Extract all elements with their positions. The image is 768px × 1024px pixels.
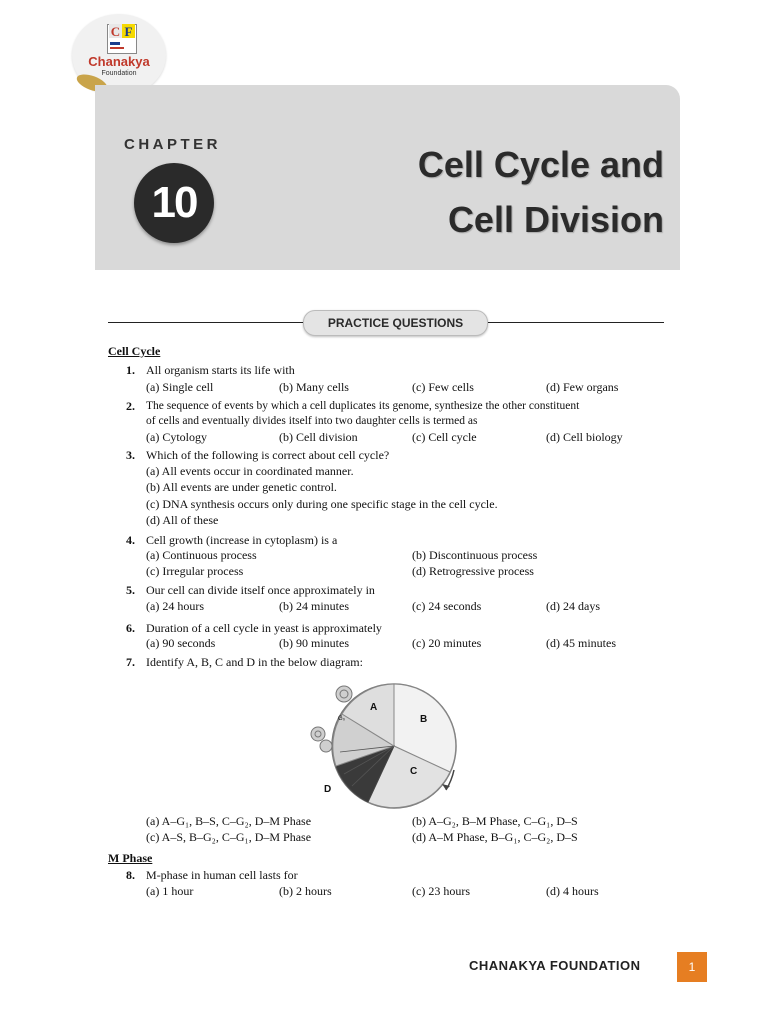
logo-letter-c: C [110,24,121,39]
question-text: Cell growth (increase in cytoplasm) is a [146,533,338,547]
option: (a) All events occur in coordinated manner. [146,464,354,478]
question-number: 7. [126,655,135,669]
question-text: Duration of a cell cycle in yeast is approximately [146,621,382,635]
option: (a) 24 hours [146,599,204,613]
cell-icon [320,740,332,752]
option: (a) Cytology [146,430,207,444]
option: (c) 20 minutes [412,636,482,650]
label-c: C [410,766,418,777]
option: (b) 90 minutes [279,636,349,650]
question-text: Which of the following is correct about cell cycle? [146,448,390,462]
option: (b) Many cells [279,380,349,394]
logo-bar [110,42,120,45]
option: (c) Few cells [412,380,474,394]
label-g0: G₀ [338,716,346,722]
option: (a) Continuous process [146,548,257,562]
option: (c) A–S, B–G₂, C–G₁, D–M Phase [146,830,312,844]
section-heading: M Phase [108,851,153,865]
question-text: The sequence of events by which a cell duplicates its genome, synthesize the other constituent [146,400,580,412]
option: (b) Cell division [279,430,358,444]
option: (d) All of these [146,513,219,527]
option: (c) 23 hours [412,884,470,898]
footer-brand: CHANAKYA FOUNDATION [469,958,641,973]
option: (c) 24 seconds [412,599,482,613]
logo-letter-f: F [122,24,135,38]
logo-name: Chanakya [88,54,150,69]
option: (c) Irregular process [146,564,244,578]
chapter-label: CHAPTER [124,136,222,153]
logo-subtitle: Foundation [101,70,137,77]
chapter-title-line: Cell Division [447,199,664,240]
question-text: All organism starts its life with [146,363,295,377]
question-number: 2. [126,399,135,413]
cell-icon [311,727,325,741]
option: (a) Single cell [146,380,214,394]
question-number: 3. [126,448,135,462]
option: (a) 1 hour [146,884,194,898]
chapter-number: 10 [134,163,214,243]
option: (b) 2 hours [279,884,332,898]
option: (a) 90 seconds [146,636,216,650]
option: (b) Discontinuous process [412,548,538,562]
option: (d) 4 hours [546,884,599,898]
question-number: 6. [126,621,135,635]
option: (a) A–G₁, B–S, C–G₂, D–M Phase [146,814,312,828]
option: (b) A–G₂, B–M Phase, C–G₁, D–S [412,814,578,828]
question-number: 8. [126,868,135,882]
question-text: M-phase in human cell lasts for [146,868,298,882]
cell-icon [336,686,352,702]
option: (d) 24 days [546,599,600,613]
chapter-title [418,137,664,247]
question-number: 5. [126,583,135,597]
practice-questions-label: PRACTICE QUESTIONS [303,310,488,336]
question-number: 1. [126,363,135,377]
question-text: Our cell can divide itself once approximately in [146,583,375,597]
option: (b) 24 minutes [279,599,349,613]
option: (d) A–M Phase, B–G₁, C–G₂, D–S [412,830,578,844]
question-text: of cells and eventually divides itself into two daughter cells is termed as [146,415,478,427]
option: (b) All events are under genetic control. [146,480,337,494]
section-heading: Cell Cycle [108,344,161,358]
question-number: 4. [126,533,135,547]
option: (c) DNA synthesis occurs only during one specific stage in the cell cycle. [146,497,498,511]
option: (d) Cell biology [546,430,623,444]
option: (d) 45 minutes [546,636,616,650]
cell-cycle-diagram [296,680,476,810]
chapter-title-line: Cell Cycle and [417,144,664,185]
question-text: Identify A, B, C and D in the below diagram: [146,655,363,669]
chanakya-logo [72,14,166,96]
option: (d) Few organs [546,380,619,394]
logo-emblem [107,24,137,54]
logo-bar [110,47,124,49]
option: (d) Retrogressive process [412,564,534,578]
page-number: 1 [677,952,707,982]
option: (c) Cell cycle [412,430,477,444]
label-d: D [324,784,332,795]
label-b: B [420,714,428,725]
label-a: A [370,702,378,713]
